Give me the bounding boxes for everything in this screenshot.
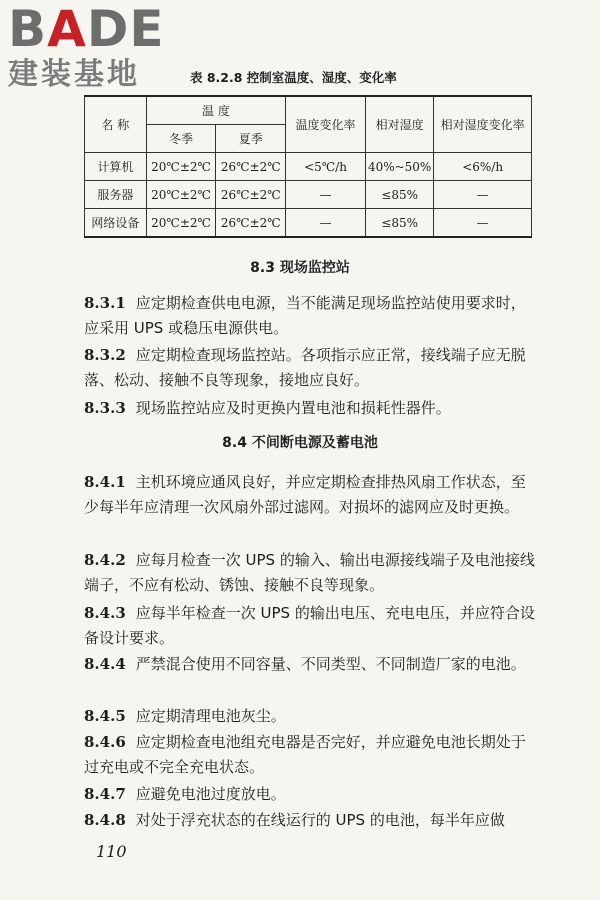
- cell-winter: 20℃±2℃: [146, 181, 216, 209]
- clause-number: 8.4.1: [84, 473, 126, 491]
- clause-8-4-4: [84, 652, 536, 677]
- clause-text: 严禁混合使用不同容量、不同类型、不同制造厂家的电池。: [135, 655, 526, 673]
- cell-name: 计算机: [85, 153, 147, 181]
- clause-text: 对处于浮充状态的在线运行的 UPS 的电池，每半年应做: [135, 811, 505, 829]
- logo-chinese-name: 建装基地: [8, 57, 140, 92]
- cell-humidity-rate: —: [434, 181, 532, 209]
- header-temp-change-rate: 温度变化率: [286, 96, 366, 153]
- clause-number: 8.4.7: [84, 785, 126, 803]
- cell-humidity: 40%~50%: [365, 153, 433, 181]
- table-row: [85, 153, 532, 181]
- clause-8-4-5: [84, 704, 536, 729]
- cell-name: 网络设备: [85, 209, 147, 238]
- clause-8-3-2: [84, 343, 536, 393]
- clause-number: 8.4.4: [84, 655, 126, 673]
- clause-text: 应定期检查电池组充电器是否完好，并应避免电池长期处于过充电或不完全充电状态。: [84, 733, 526, 776]
- clause-text: 应每半年检查一次 UPS 的输出电压、充电电压，并应符合设备设计要求。: [84, 604, 535, 647]
- clause-number: 8.4.8: [84, 811, 126, 829]
- clause-8-4-6: [84, 730, 536, 780]
- cell-summer: 26℃±2℃: [216, 181, 286, 209]
- clause-8-4-7: [84, 782, 536, 807]
- cell-humidity-rate: <6%/h: [434, 153, 532, 181]
- header-temperature: 温 度: [146, 96, 286, 125]
- cell-temp-rate: —: [286, 181, 366, 209]
- clause-number: 8.4.5: [84, 707, 126, 725]
- clause-number: 8.3.2: [84, 346, 126, 364]
- bade-logo: [8, 0, 178, 92]
- logo-letter-b: B: [8, 0, 48, 58]
- section-title-8-3: 8.3 现场监控站: [250, 260, 350, 276]
- section-title-8-4: 8.4 不间断电源及蓄电池: [222, 435, 378, 451]
- clause-text: 应定期检查现场监控站。各项指示应正常，接线端子应无脱落、松动、接触不良等现象，接地应良好。: [84, 346, 526, 389]
- cell-name: 服务器: [85, 181, 147, 209]
- header-winter: 冬季: [146, 125, 216, 153]
- logo-letter-a: A: [47, 0, 87, 58]
- cell-summer: 26℃±2℃: [216, 209, 286, 238]
- clause-8-3-1: [84, 291, 536, 341]
- table-caption: 表 8.2.8 控制室温度、湿度、变化率: [190, 70, 397, 85]
- clause-number: 8.3.3: [84, 399, 126, 417]
- clause-text: 应避免电池过度放电。: [135, 785, 286, 803]
- cell-temp-rate: —: [286, 209, 366, 238]
- cell-humidity: ≤85%: [365, 181, 433, 209]
- header-relative-humidity: 相对湿度: [365, 96, 433, 153]
- clause-text: 应定期检查供电电源，当不能满足现场监控站使用要求时，应采用 UPS 或稳压电源供电。: [84, 294, 526, 337]
- clause-text: 现场监控站应及时更换内置电池和损耗性器件。: [135, 399, 451, 417]
- clause-8-4-1: [84, 470, 536, 520]
- header-name: 名 称: [85, 96, 147, 153]
- header-humidity-change-rate: 相对湿度变化率: [434, 96, 532, 153]
- clause-8-4-8: [84, 808, 536, 833]
- clause-text: 应每月检查一次 UPS 的输入、输出电源接线端子及电池接线端子，不应有松动、锈蚀、接触不良等现象。: [84, 551, 535, 594]
- clause-number: 8.4.6: [84, 733, 126, 751]
- clause-8-4-3: [84, 601, 536, 651]
- cell-summer: 26℃±2℃: [216, 153, 286, 181]
- clause-number: 8.4.2: [84, 551, 126, 569]
- cell-winter: 20℃±2℃: [146, 209, 216, 238]
- clause-text: 主机环境应通风良好，并应定期检查排热风扇工作状态，至少每半年应清理一次风扇外部过滤网。对损坏的滤网应及时更换。: [84, 473, 526, 516]
- clause-number: 8.4.3: [84, 604, 126, 622]
- cell-temp-rate: <5℃/h: [286, 153, 366, 181]
- clause-text: 应定期清理电池灰尘。: [135, 707, 286, 725]
- cell-humidity-rate: —: [434, 209, 532, 238]
- header-summer: 夏季: [216, 125, 286, 153]
- control-room-table: [84, 95, 532, 238]
- cell-winter: 20℃±2℃: [146, 153, 216, 181]
- logo-letters-de: DE: [86, 0, 165, 58]
- clause-number: 8.3.1: [84, 294, 126, 312]
- table-row: [85, 181, 532, 209]
- clause-8-4-2: [84, 548, 536, 598]
- clause-8-3-3: [84, 396, 536, 421]
- page-number: 110: [96, 842, 127, 861]
- logo-wordmark: [8, 0, 178, 58]
- table-row: [85, 209, 532, 238]
- cell-humidity: ≤85%: [365, 209, 433, 238]
